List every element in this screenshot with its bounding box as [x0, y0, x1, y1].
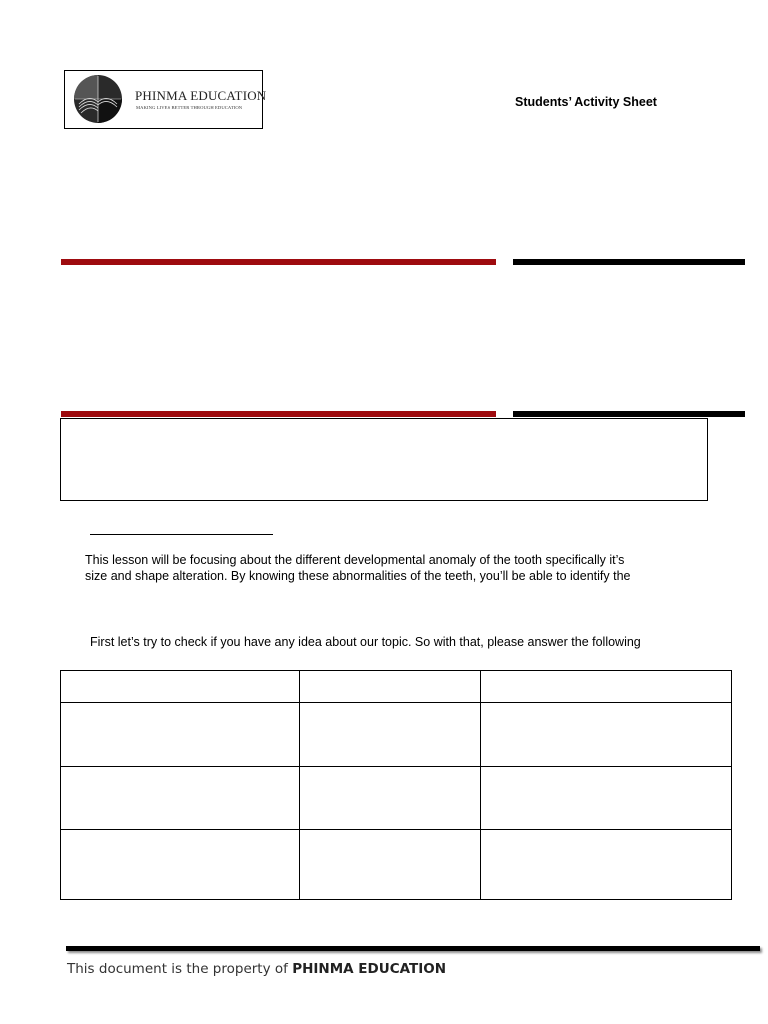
table-cell[interactable]: [300, 671, 481, 703]
table-cell[interactable]: [481, 830, 732, 900]
phinma-logo: [64, 70, 267, 129]
table-cell[interactable]: [300, 703, 481, 767]
footer-owner: PHINMA EDUCATION: [292, 961, 447, 977]
sheet-title: Students’ Activity Sheet: [515, 95, 657, 109]
section-underline: [90, 534, 273, 535]
answer-table: [60, 670, 732, 900]
table-cell[interactable]: [481, 703, 732, 767]
table-cell[interactable]: [61, 830, 300, 900]
book-globe-logo-icon: [73, 74, 123, 124]
table-cell[interactable]: [61, 767, 300, 830]
divider-black-top: [513, 259, 745, 265]
table-cell[interactable]: [481, 767, 732, 830]
logo-tagline: MAKING LIVES BETTER THROUGH EDUCATION: [136, 105, 243, 110]
divider-red-top: [61, 259, 496, 265]
intro-line-1: This lesson will be focusing about the different developmental anomaly of the tooth specifically it’s: [85, 553, 625, 567]
table-cell[interactable]: [481, 671, 732, 703]
table-cell[interactable]: [300, 830, 481, 900]
table-header-row: [61, 671, 732, 703]
activity-prompt: First let’s try to check if you have any idea about our topic. So with that, please answer the following: [90, 635, 641, 649]
lesson-info-box: [60, 418, 708, 501]
table-cell[interactable]: [300, 767, 481, 830]
divider-black-mid: [513, 411, 745, 417]
table-cell[interactable]: [61, 671, 300, 703]
footer-ownership-note: [67, 961, 446, 977]
table-row: [61, 830, 732, 900]
lesson-introduction: [85, 552, 725, 584]
divider-red-mid: [61, 411, 496, 417]
table-cell[interactable]: [61, 703, 300, 767]
table-row: [61, 767, 732, 830]
table-row: [61, 703, 732, 767]
logo-name: PHINMA EDUCATION: [135, 88, 267, 103]
footer-divider: [66, 946, 760, 951]
intro-line-2: size and shape alteration. By knowing these abnormalities of the teeth, you’ll be able to identify the: [85, 569, 631, 583]
footer-prefix: This document is the property of: [67, 961, 293, 977]
